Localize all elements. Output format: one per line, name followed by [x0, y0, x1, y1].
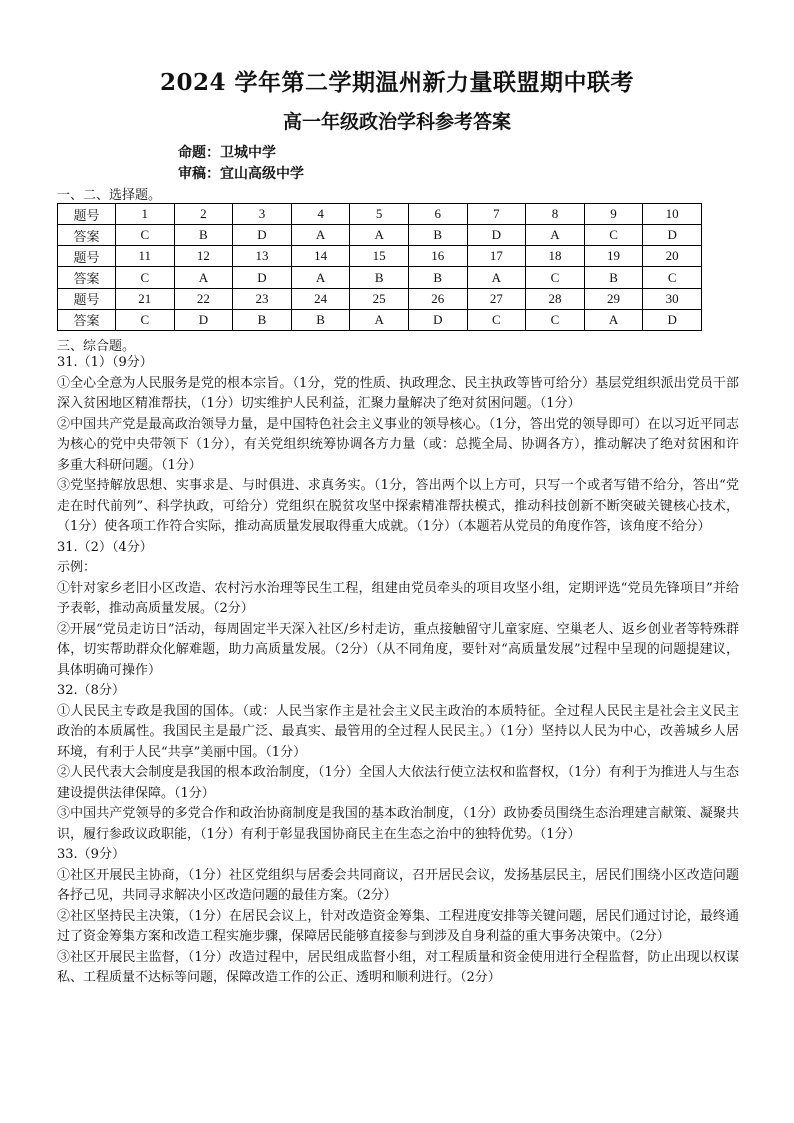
page-title: 2024 学年第二学期温州新力量联盟期中联考 — [159, 69, 635, 96]
content-line: ③党坚持解放思想、实事求是、与时俱进、求真务实。（1分，答出两个以上方可，只写一个或者写错不给分，答出“党走在时代前列”、科学执政，可给分）党组织在脱贫攻坚中探索精准帮扶模式，推动科技创新不断突破关键核心技术，（1分）使各项工作符合实际，推动高质量发展取得重大成就。（1分）（本题若从党员的角度作答，该角度不给分） — [57, 478, 739, 534]
answer-table-cell: 29 — [584, 288, 643, 309]
answer-table-header-cell: 题号 — [58, 288, 116, 309]
answer-table-cell: 21 — [116, 288, 175, 309]
author-label: 命题： — [178, 145, 220, 161]
answer-table-cell: 7 — [467, 204, 526, 225]
answer-table-cell: 30 — [643, 288, 702, 309]
answer-table-row — [58, 204, 702, 225]
answer-table-header-cell: 答案 — [58, 309, 116, 330]
answer-table-cell: B — [174, 225, 233, 246]
author-value: 卫城中学 — [220, 145, 276, 161]
answer-table-cell: A — [174, 267, 233, 288]
content-line: ②人民代表大会制度是我国的根本政治制度，（1分）全国人大依法行使立法权和监督权，（1分）有利于为推进人与生态建设提供法律保障。（1分） — [57, 765, 739, 801]
answer-table-header-cell: 题号 — [58, 204, 116, 225]
answer-table — [57, 203, 702, 331]
reviewer-label: 审稿： — [178, 166, 220, 182]
answer-table-cell: C — [116, 309, 175, 330]
answer-table-row — [58, 288, 702, 309]
content-line: 示例： — [57, 560, 97, 575]
answer-table-cell: A — [291, 225, 350, 246]
answer-table-cell: 9 — [584, 204, 643, 225]
content-line: 32.（8分） — [57, 683, 125, 698]
answer-table-cell: B — [291, 309, 350, 330]
answer-table-cell: 1 — [116, 204, 175, 225]
answer-table-cell: C — [116, 225, 175, 246]
answer-table-cell: 23 — [233, 288, 292, 309]
answer-table-row — [58, 309, 702, 330]
answer-table-cell: 15 — [350, 246, 409, 267]
answer-table-cell: 12 — [174, 246, 233, 267]
answer-table-row — [58, 267, 702, 288]
answer-table-cell: A — [291, 267, 350, 288]
answer-table-cell: A — [350, 225, 409, 246]
reviewer-value: 宜山高级中学 — [220, 166, 304, 182]
content-line: ③中国共产党领导的多党合作和政治协商制度是我国的基本政治制度，（1分）政协委员围绕生态治理建言献策、凝聚共识，履行参政议政职能，（1分）有利于彰显我国协商民主在生态之治中的独特优势。（1分） — [57, 806, 739, 842]
answer-table-cell: C — [526, 309, 585, 330]
answer-table-cell: 22 — [174, 288, 233, 309]
content-line: 33.（9分） — [57, 847, 125, 862]
answer-table-cell: A — [584, 309, 643, 330]
answer-table-header-cell: 答案 — [58, 267, 116, 288]
answer-table-cell: A — [526, 225, 585, 246]
answer-table-cell: D — [643, 309, 702, 330]
answer-table-cell: 5 — [350, 204, 409, 225]
answer-table-cell: 20 — [643, 246, 702, 267]
content-line: ①全心全意为人民服务是党的根本宗旨。（1分，党的性质、执政理念、民主执政等皆可给分）基层党组织派出党员干部深入贫困地区精准帮扶，（1分）切实维护人民利益，汇聚力量解决了绝对贫困问题。（1分） — [57, 375, 739, 411]
answer-table-cell: 24 — [291, 288, 350, 309]
content-line: ②社区坚持民主决策，（1分）在居民会议上，针对改造资金筹集、工程进度安排等关键问题，居民们通过讨论，最终通过了资金筹集方案和改造工程实施步骤，保障居民能够直接参与到涉及自身利益的重大事务决策中。（2分） — [57, 908, 739, 944]
answer-table-cell: D — [408, 309, 467, 330]
author-line — [178, 142, 276, 162]
answer-table-cell: 28 — [526, 288, 585, 309]
content-line: 31.（2）（4分） — [57, 539, 153, 555]
content-line: ②中国共产党是最高政治领导力量，是中国特色社会主义事业的领导核心。（1分，答出党的领导即可）在以习近平同志为核心的党中央带领下（1分），有关党组织统筹协调各方力量（或：总揽全局、协调各方），推动解决了绝对贫困和许多重大科研问题。（1分） — [57, 416, 739, 473]
section-choice-heading: 一、二、选择题。 — [57, 188, 162, 203]
content-line: ②开展“党员走访日”活动，每周固定半天深入社区/乡村走访，重点接触留守儿童家庭、空巢老人、返乡创业者等特殊群体，切实帮助群众化解难题，助力高质量发展。（2分）（从不同角度，要针对“高质量发展”过程中呈现的问题提建议，具体明确可操作） — [57, 621, 739, 678]
content-line: ①人民民主专政是我国的国体。（或：人民当家作主是社会主义民主政治的本质特征。全过程人民民主是社会主义民主政治的本质属性。我国民主是最广泛、最真实、最管用的全过程人民民主。）（1分）坚持以人民为中心，改善城乡人居环境，有利于人民“共享”美丽中国。（1分） — [57, 703, 739, 760]
answer-table-cell: 16 — [408, 246, 467, 267]
answer-table-header-cell: 答案 — [58, 225, 116, 246]
answer-table-cell: 3 — [233, 204, 292, 225]
answer-table-cell: C — [643, 267, 702, 288]
answer-table-cell: 6 — [408, 204, 467, 225]
content-line: ①社区开展民主协商，（1分）社区党组织与居委会共同商议，召开居民会议，发扬基层民主，居民们围绕小区改造问题各抒己见，共同寻求解决小区改造问题的最佳方案。（2分） — [57, 867, 739, 903]
answer-table-cell: B — [408, 225, 467, 246]
answer-table-cell: B — [408, 267, 467, 288]
answer-table-cell: C — [116, 267, 175, 288]
answer-table-cell: 2 — [174, 204, 233, 225]
answer-content — [57, 353, 739, 989]
answer-table-cell: 17 — [467, 246, 526, 267]
answer-table-cell: 27 — [467, 288, 526, 309]
answer-table-cell: C — [584, 225, 643, 246]
content-line: ③社区开展民主监督，（1分）改造过程中，居民组成监督小组，对工程质量和资金使用进行全程监督，防止出现以权谋私、工程质量不达标等问题，保障改造工作的公正、透明和顺利进行。（2分） — [57, 949, 739, 985]
answer-table-cell: 19 — [584, 246, 643, 267]
answer-table-cell: C — [467, 309, 526, 330]
answer-table-cell: A — [350, 309, 409, 330]
answer-table-cell: 13 — [233, 246, 292, 267]
answer-table-cell: A — [467, 267, 526, 288]
answer-table-cell: 14 — [291, 246, 350, 267]
answer-table-cell: B — [233, 309, 292, 330]
answer-table-row — [58, 225, 702, 246]
answer-table-cell: 11 — [116, 246, 175, 267]
answer-table-header-cell: 题号 — [58, 246, 116, 267]
section-comprehensive-heading: 三、综合题。 — [57, 339, 136, 354]
answer-table-cell: 18 — [526, 246, 585, 267]
answer-table-cell: D — [467, 225, 526, 246]
answer-table-cell: 26 — [408, 288, 467, 309]
answer-table-cell: D — [233, 267, 292, 288]
answer-table-cell: 10 — [643, 204, 702, 225]
content-line: 31.（1）（9分） — [57, 355, 153, 370]
page-subtitle: 高一年级政治学科参考答案 — [282, 111, 511, 133]
content-line: ①针对家乡老旧小区改造、农村污水治理等民生工程，组建由党员牵头的项目攻坚小组，定期评选“党员先锋项目”并给予表彰，推动高质量发展。（2分） — [57, 580, 739, 616]
answer-table-row — [58, 246, 702, 267]
reviewer-line — [178, 163, 304, 183]
answer-table-cell: D — [233, 225, 292, 246]
answer-table-cell: 25 — [350, 288, 409, 309]
answer-table-cell: 8 — [526, 204, 585, 225]
answer-table-cell: D — [174, 309, 233, 330]
answer-table-cell: D — [643, 225, 702, 246]
answer-table-cell: 4 — [291, 204, 350, 225]
answer-table-cell: C — [526, 267, 585, 288]
answer-table-cell: B — [584, 267, 643, 288]
answer-table-cell: B — [350, 267, 409, 288]
